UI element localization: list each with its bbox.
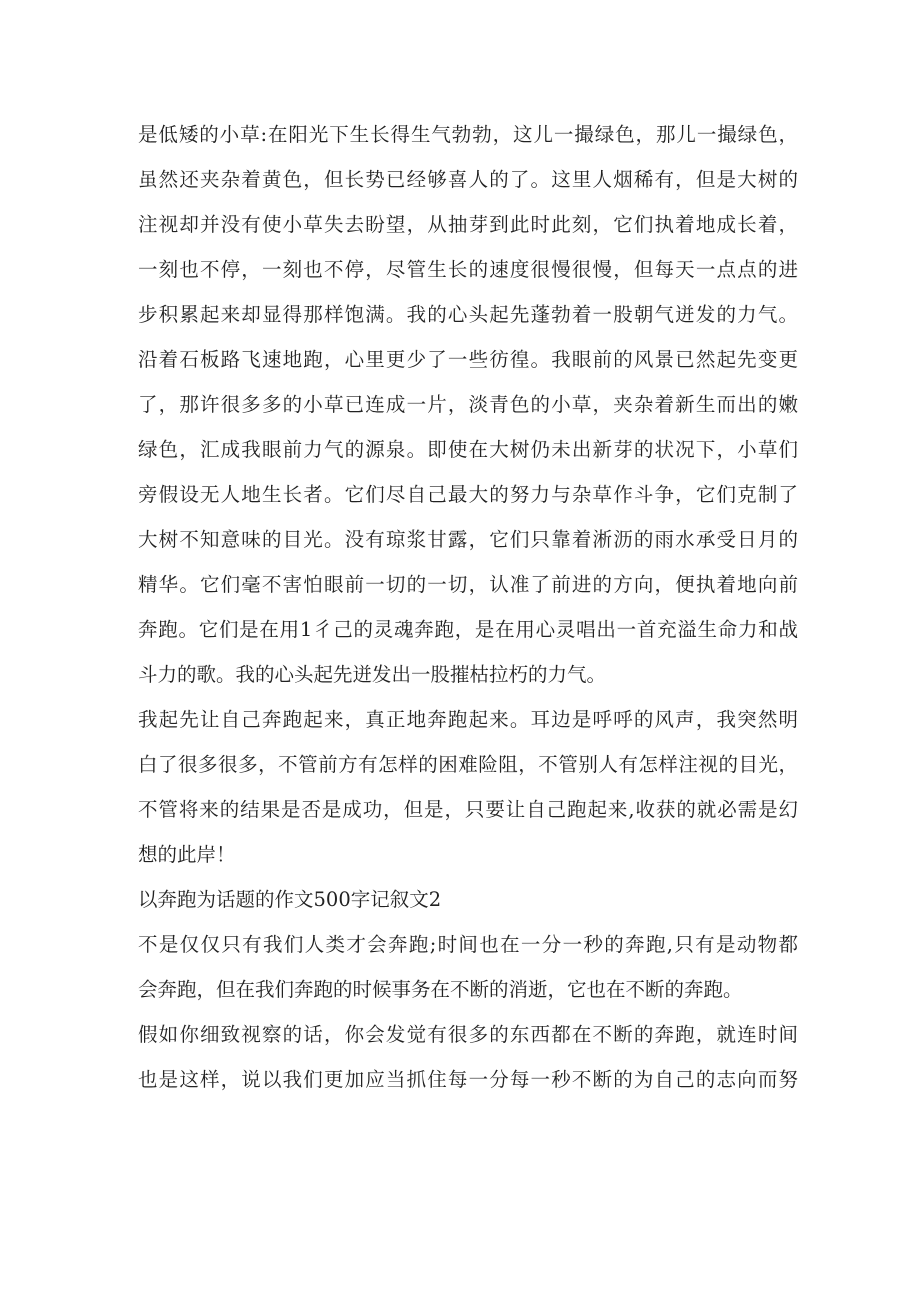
text-line: 绿色，汇成我眼前力气的源泉。即使在大树仍未出新芽的状况下，小草们 [138,438,798,461]
text-line: 也是这样，说以我们更加应当抓住每一分每一秒不断的为自己的志向而努 [138,1068,798,1091]
text-line: 斗力的歌。我的心头起先迸发出一股摧枯拉朽的力气。 [138,663,607,686]
text-line: 一刻也不停，一刻也不停，尽管生长的速度很慢很慢，但每天一点点的进 [138,258,798,281]
text-line: 大树不知意味的目光。没有琼浆甘露，它们只靠着淅沥的雨水承受日月的 [138,528,798,551]
text-line: 注视却并没有使小草失去盼望，从抽芽到此时此刻，它们执着地成长着， [138,213,798,236]
text-line: 奔跑。它们是在用1彳己的灵魂奔跑，是在用心灵唱出一首充溢生命力和战 [138,618,798,641]
text-line: 不管将来的结果是否是成功，但是，只要让自己跑起来,收获的就必需是幻 [138,798,798,821]
text-line: 假如你细致视察的话，你会发觉有很多的东西都在不断的奔跑，就连时间 [138,1023,798,1046]
text-line: 虽然还夹杂着黄色，但长势已经够喜人的了。这里人烟稀有，但是大树的 [138,168,798,191]
document-body [138,112,798,1102]
text-line: 会奔跑，但在我们奔跑的时候事务在不断的消逝，它也在不断的奔跑。 [138,978,743,1001]
text-line: 沿着石板路飞速地跑，心里更少了一些彷徨。我眼前的风景已然起先变更 [138,348,798,371]
text-line: 我起先让自己奔跑起来，真正地奔跑起来。耳边是呼呼的风声，我突然明 [138,708,798,731]
text-line: 精华。它们毫不害怕眼前一切的一切，认准了前进的方向，便执着地向前 [138,573,798,596]
text-line: 了，那许很多多的小草已连成一片，淡青色的小草，夹杂着新生而出的嫩 [138,393,798,416]
text-line: 是低矮的小草:在阳光下生长得生气勃勃，这儿一撮绿色，那儿一撮绿色， [138,123,798,146]
text-line: 想的此岸！ [138,843,236,866]
text-line: 旁假设无人地生长者。它们尽自己最大的努力与杂草作斗争，它们克制了 [138,483,798,506]
section-heading: 以奔跑为话题的作文500字记叙文2 [138,888,442,911]
text-line: 步积累起来却显得那样饱满。我的心头起先蓬勃着一股朝气迸发的力气。 [138,303,798,326]
text-line: 不是仅仅只有我们人类才会奔跑;时间也在一分一秒的奔跑,只有是动物都 [138,933,798,956]
text-line: 白了很多很多，不管前方有怎样的困难险阻，不管别人有怎样注视的目光， [138,753,798,776]
